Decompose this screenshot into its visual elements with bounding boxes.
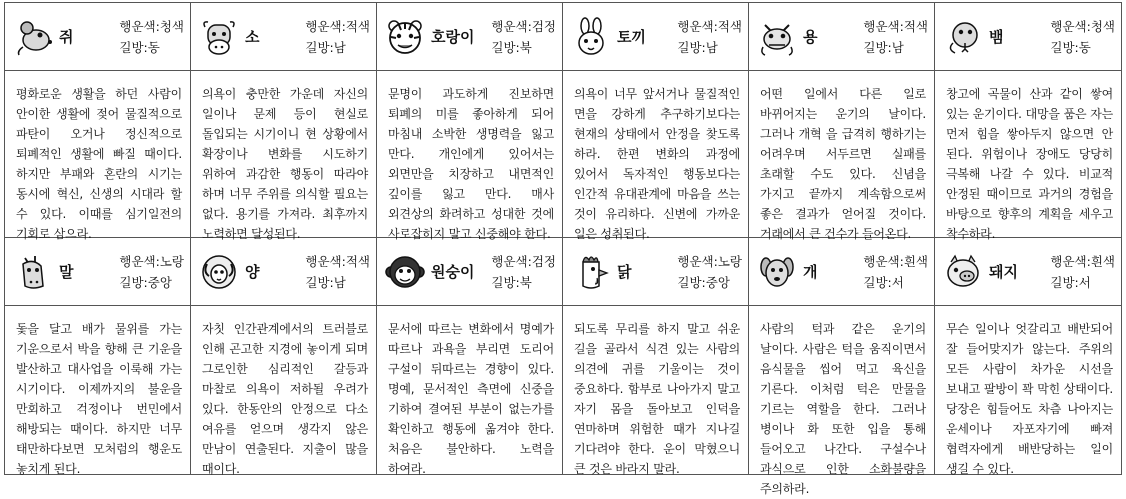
zodiac-name: 돼지 (989, 263, 1018, 281)
zodiac-name: 토끼 (617, 28, 646, 46)
lucky-color: 행운색:검정 (491, 18, 556, 34)
pig-icon (943, 252, 983, 292)
zodiac-description: 문명이 과도하게 진보하면 퇴폐의 미를 좋아하게 되어 마침내 소박한 생명력을 잃고 만다. 개인에게 있어서는 외면만을 치장하고 내면적인 깊이를 잃고 만다. 매사 외견상의 화려하고 성대한 것에 사로잡히지 말고 신중해야 한다. (377, 71, 563, 238)
monkey-icon (385, 252, 425, 292)
zodiac-header-rabbit (563, 3, 749, 71)
zodiac-header-monkey (377, 238, 563, 306)
lucky-color: 행운색:검정 (491, 253, 556, 269)
zodiac-name: 말 (59, 263, 74, 281)
zodiac-header-dog (749, 238, 935, 306)
zodiac-meta (863, 251, 928, 293)
zodiac-description: 자칫 인간관계에서의 트러블로 인해 곤고한 지경에 놓이게 되며 그로인한 심리적인 갈등과 마찰로 의욕이 저하될 우려가 있다. 한동안의 안정으로 다소 여유를 얻으며 생각지 않은 만남이 연출된다. 지출이 많을 때이다. (191, 306, 377, 474)
zodiac-description: 어떤 일에서 다른 일로 바뀌어지는 운기의 날이다. 그러나 개혁 을 급격히 행하기는 어려우며 서두르면 실패를 초래할 수도 있다. 신념을 가지고 끝까지 계속함으로써 좋은 결과가 얻어질 것이다. 거래에서 큰 건수가 들어온다. (749, 71, 935, 238)
snake-icon (943, 17, 983, 57)
zodiac-name: 용 (803, 28, 818, 46)
zodiac-header-rat (5, 3, 191, 71)
lucky-color: 행운색:적색 (305, 18, 370, 34)
rat-icon (13, 17, 53, 57)
zodiac-meta (491, 251, 556, 293)
zodiac-description: 의욕이 너무 앞서거나 물질적인 면을 강하게 추구하기보다는 현재의 상태에서 안정을 찾도록 하라. 한편 변화의 과정에 있어서 독자적인 행동보다는 인간적 유대관계에 마음을 쓰는 것이 유리하다. 신변에 가까운 일은 성취된다. (563, 71, 749, 238)
dog-icon (757, 252, 797, 292)
lucky-direction: 길방:남 (305, 274, 346, 290)
lucky-color: 행운색:적색 (677, 18, 742, 34)
zodiac-meta (863, 16, 928, 58)
lucky-color: 행운색:적색 (305, 253, 370, 269)
lucky-color: 행운색:노랑 (119, 253, 184, 269)
lucky-direction: 길방:남 (305, 39, 346, 55)
zodiac-meta (491, 16, 556, 58)
zodiac-meta (119, 16, 184, 58)
zodiac-header-tiger (377, 3, 563, 71)
zodiac-header-sheep (191, 238, 377, 306)
lucky-direction: 길방:동 (119, 39, 160, 55)
lucky-direction: 길방:서 (863, 274, 904, 290)
zodiac-header-snake (935, 3, 1121, 71)
rabbit-icon (571, 17, 611, 57)
zodiac-description: 돛을 달고 배가 물위를 가는 기운으로서 박을 향해 큰 기운을 발산하고 대사업을 이룩해 가는 시기이다. 이제까지의 불운을 만회하고 걱정이나 번민에서 해방되는 때이다. 하지만 너무 태만하다보면 모처럼의 행운도 놓치게 된다. (5, 306, 191, 474)
lucky-direction: 길방:중앙 (119, 274, 172, 290)
lucky-color: 행운색:노랑 (677, 253, 742, 269)
tiger-icon (385, 17, 425, 57)
zodiac-meta (305, 251, 370, 293)
zodiac-name: 원숭이 (431, 263, 475, 281)
lucky-direction: 길방:서 (1050, 274, 1091, 290)
ox-icon (199, 17, 239, 57)
zodiac-header-pig (935, 238, 1121, 306)
zodiac-meta (677, 251, 742, 293)
lucky-color: 행운색:청색 (1050, 18, 1115, 34)
lucky-direction: 길방:북 (491, 39, 532, 55)
zodiac-header-dragon (749, 3, 935, 71)
zodiac-description: 사람의 턱과 같은 운기의 날이다. 사람은 턱을 움직이면서 음식물을 씹어 먹고 육신을 기른다. 이처럼 턱은 만물을 기르는 역할을 한다. 그러나 병이나 화 또한 입을 통해 들어오고 나간다. 구설수나 과식으로 인한 소화불량을 주의하라. (749, 306, 935, 474)
lucky-color: 행운색:청색 (119, 18, 184, 34)
zodiac-fortune-table (4, 2, 1122, 496)
zodiac-header-ox (191, 3, 377, 71)
lucky-color: 행운색:흰색 (1050, 253, 1115, 269)
zodiac-description: 되도록 무리를 하지 말고 쉬운 길을 골라서 식견 있는 사람의 의견에 귀를 기울이는 것이 중요하다. 함부로 나아가지 말고 자기 몸을 돌아보고 인덕을 연마하며 위험한 때가 지나길 기다려야 한다. 운이 막혔으니 큰 것은 바라지 말라. (563, 306, 749, 474)
zodiac-description: 무슨 일이나 엇갈리고 배반되어 잘 들어맞지가 않는다. 주위의 모든 사람이 차가운 시선을 보내고 팔방이 꽉 막힌 상태이다. 당장은 힘들어도 차츰 나아지는 운세이나 자포자기에 빠져 협력자에게 배반당하는 일이 생길 수 있다. (946, 322, 1113, 476)
zodiac-name: 양 (245, 263, 260, 281)
lucky-direction: 길방:동 (1050, 39, 1091, 55)
zodiac-name: 쥐 (59, 28, 74, 46)
lucky-direction: 길방:중앙 (677, 274, 730, 290)
zodiac-description: 평화로운 생활을 하던 사람이 안이한 생활에 젖어 물질적으로 파탄이 오거나 정신적으로 퇴폐적인 생활에 빠질 때이다. 하지만 부패와 혼란의 시기는 동시에 혁신, 신생의 시대라 할 수 있다. 이때를 심기일전의 기회로 삼으라. (5, 71, 191, 238)
zodiac-description: 문서에 따르는 변화에서 명예가 따르나 과욕을 부리면 도리어 구설이 뒤따르는 경향이 있다. 명예, 문서적인 측면에 신중을 기하여 결여된 부분이 없는가를 확인하고 행동에 옮겨야 한다. 처음은 불안하다. 노력을 하여라. (377, 306, 563, 474)
zodiac-header-horse (5, 238, 191, 306)
horse-icon (13, 252, 53, 292)
sheep-icon (199, 252, 239, 292)
zodiac-header-rooster (563, 238, 749, 306)
zodiac-meta (305, 16, 370, 58)
zodiac-description: 의욕이 충만한 가운데 자신의 일이나 문제 등이 현실로 돌입되는 시기이니 현 상황에서 확장이나 변화를 시도하기 위하여 과감한 행동이 따라야 하며 너무 주위를 의식할 필요는 없다. 용기를 가져라. 최후까지 노력하면 달성된다. (191, 71, 377, 238)
lucky-color: 행운색:적색 (863, 18, 928, 34)
lucky-color: 행운색:흰색 (863, 253, 928, 269)
lucky-direction: 길방:북 (491, 274, 532, 290)
zodiac-name: 뱀 (989, 28, 1004, 46)
zodiac-meta (1050, 16, 1115, 58)
zodiac-meta (119, 251, 184, 293)
zodiac-name: 소 (245, 28, 260, 46)
dragon-icon (757, 17, 797, 57)
rooster-icon (571, 252, 611, 292)
lucky-direction: 길방:남 (677, 39, 718, 55)
zodiac-meta (677, 16, 742, 58)
lucky-direction: 길방:남 (863, 39, 904, 55)
zodiac-description: 창고에 곡물이 산과 같이 쌓여 있는 운기이다. 대망을 품은 자는 먼저 힘을 쌓아두지 않으면 안 된다. 위험이나 장애도 당당히 극복해 나갈 수 있다. 비교적 안정된 때이므로 과거의 경험을 바탕으로 향후의 계획을 세우고 착수하라. (935, 71, 1121, 238)
zodiac-name: 호랑이 (431, 28, 475, 46)
zodiac-name: 닭 (617, 263, 632, 281)
zodiac-name: 개 (803, 263, 818, 281)
zodiac-meta (1050, 251, 1115, 293)
